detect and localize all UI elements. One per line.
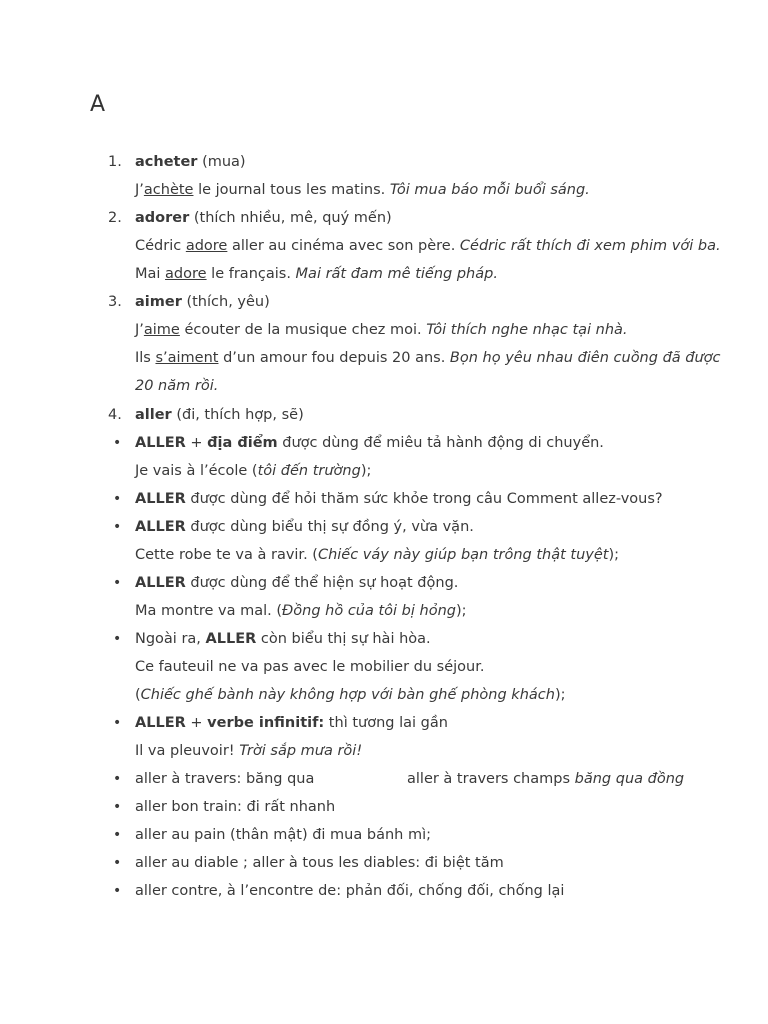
list-number: 2. <box>108 210 122 226</box>
example-sentence <box>135 741 362 761</box>
example-translation: Mai rất đam mê tiếng pháp. <box>295 266 498 282</box>
text: được dùng để miêu tả hành động di chuyển. <box>277 435 604 451</box>
translation: (thích nhiều, mê, quý mến) <box>189 210 392 226</box>
text: aller à travers champs <box>407 771 575 787</box>
headword: aller <box>135 407 172 423</box>
text: + <box>185 715 208 731</box>
text: ); <box>360 463 372 479</box>
bullet-marker: • <box>113 855 122 871</box>
vocab-entry-aimer <box>135 292 270 312</box>
text: J’ <box>135 322 144 338</box>
list-number: 1. <box>108 154 122 170</box>
idiom: aller bon train: đi rất nhanh <box>135 799 336 815</box>
example-sentence <box>135 461 371 481</box>
example-translation: Chiếc ghế bành này không hợp với bàn ghế phòng khách <box>140 687 555 703</box>
keyword: ALLER <box>135 519 186 535</box>
keyword: địa điểm <box>207 435 278 451</box>
bullet-marker: • <box>113 631 122 647</box>
idiom-example <box>407 769 684 789</box>
idiom: aller contre, à l’encontre de: phản đối, chống đối, chống lại <box>135 883 565 899</box>
idiom-entry <box>135 825 431 845</box>
example-sentence <box>135 348 721 368</box>
text: Il va pleuvoir! <box>135 743 240 759</box>
idiom: aller à travers: băng qua <box>135 771 315 787</box>
keyword: ALLER <box>135 575 186 591</box>
keyword: ALLER <box>135 715 186 731</box>
section-heading: A <box>90 92 106 117</box>
text: aller au cinéma avec son père. <box>227 238 460 254</box>
headword: aimer <box>135 294 182 310</box>
example-translation: 20 năm rồi. <box>135 378 219 394</box>
underlined-verb: adore <box>185 238 228 254</box>
example-translation: Tôi thích nghe nhạc tại nhà. <box>426 322 628 338</box>
bullet-marker: • <box>113 827 122 843</box>
bullet-marker: • <box>113 491 122 507</box>
example-translation: Trời sắp mưa rồi! <box>239 743 363 759</box>
vocab-entry-adorer <box>135 208 392 228</box>
example-translation: Cédric rất thích đi xem phim với ba. <box>459 238 721 254</box>
example-translation: Bọn họ yêu nhau điên cuồng đã được <box>449 350 721 366</box>
underlined-verb: aime <box>143 322 180 338</box>
text: le français. <box>206 266 296 282</box>
vocab-entry-acheter <box>135 152 246 172</box>
bullet-marker: • <box>113 883 122 899</box>
text: ); <box>608 547 620 563</box>
usage-rule <box>135 713 448 733</box>
vocab-entry-aller <box>135 405 304 425</box>
list-number: 3. <box>108 294 122 310</box>
idiom-entry <box>135 769 695 789</box>
example-translation-continued <box>135 376 218 396</box>
usage-rule <box>135 517 474 537</box>
text: thì tương lai gần <box>324 715 448 731</box>
usage-rule <box>135 629 431 649</box>
example-translation: băng qua đồng <box>574 771 685 787</box>
translation: (mua) <box>197 154 246 170</box>
text: Ma montre va mal. ( <box>135 603 283 619</box>
text: Cette robe te va à ravir. ( <box>135 547 318 563</box>
keyword: ALLER <box>135 491 186 507</box>
text: được dùng để hỏi thăm sức khỏe trong câu Comment allez-vous? <box>185 491 663 507</box>
headword: acheter <box>135 154 198 170</box>
bullet-marker: • <box>113 715 122 731</box>
idiom-entry <box>135 881 564 901</box>
example-translation: Chiếc váy này giúp bạn trông thật tuyệt <box>317 547 609 563</box>
text: d’un amour fou depuis 20 ans. <box>218 350 450 366</box>
usage-rule <box>135 573 458 593</box>
example-translation: tôi đến trường <box>257 463 361 479</box>
idiom: aller au pain (thân mật) đi mua bánh mì; <box>135 827 431 843</box>
idiom-entry <box>135 797 335 817</box>
bullet-marker: • <box>113 575 122 591</box>
idiom-entry <box>135 853 504 873</box>
text: Ils <box>135 350 156 366</box>
translation: (thích, yêu) <box>181 294 270 310</box>
text: Mai <box>135 266 166 282</box>
underlined-verb: s’aiment <box>155 350 219 366</box>
example-sentence <box>135 264 498 284</box>
example-sentence <box>135 601 467 621</box>
text: Ce fauteuil ne va pas avec le mobilier du séjour. <box>135 659 485 675</box>
usage-rule <box>135 433 604 453</box>
text: + <box>185 435 208 451</box>
text: ( <box>135 687 141 703</box>
bullet-marker: • <box>113 799 122 815</box>
underlined-verb: achète <box>143 182 194 198</box>
text: le journal tous les matins. <box>193 182 390 198</box>
idiom: aller au diable ; aller à tous les diables: đi biệt tăm <box>135 855 504 871</box>
text: được dùng biểu thị sự đồng ý, vừa vặn. <box>185 519 474 535</box>
example-sentence <box>135 180 590 200</box>
text: Ngoài ra, <box>135 631 206 647</box>
example-translation-line <box>135 685 565 705</box>
bullet-marker: • <box>113 435 122 451</box>
example-translation: Đồng hồ của tôi bị hỏng <box>282 603 456 619</box>
text: Cédric <box>135 238 186 254</box>
bullet-marker: • <box>113 771 122 787</box>
underlined-verb: adore <box>165 266 207 282</box>
text: Je vais à l’école ( <box>135 463 258 479</box>
example-sentence <box>135 320 628 340</box>
text: được dùng để thể hiện sự hoạt động. <box>185 575 459 591</box>
translation: (đi, thích hợp, sẽ) <box>171 407 304 423</box>
text: ); <box>455 603 467 619</box>
text: ); <box>554 687 566 703</box>
headword: adorer <box>135 210 190 226</box>
list-number: 4. <box>108 407 122 423</box>
example-sentence <box>135 545 619 565</box>
usage-rule <box>135 489 663 509</box>
text: écouter de la musique chez moi. <box>179 322 427 338</box>
text: J’ <box>135 182 144 198</box>
keyword: verbe infinitif: <box>207 715 325 731</box>
example-sentence <box>135 236 721 256</box>
example-translation: Tôi mua báo mỗi buổi sáng. <box>389 182 590 198</box>
keyword: ALLER <box>135 435 186 451</box>
bullet-marker: • <box>113 519 122 535</box>
keyword: ALLER <box>205 631 257 647</box>
text: còn biểu thị sự hài hòa. <box>256 631 431 647</box>
example-sentence <box>135 657 484 677</box>
